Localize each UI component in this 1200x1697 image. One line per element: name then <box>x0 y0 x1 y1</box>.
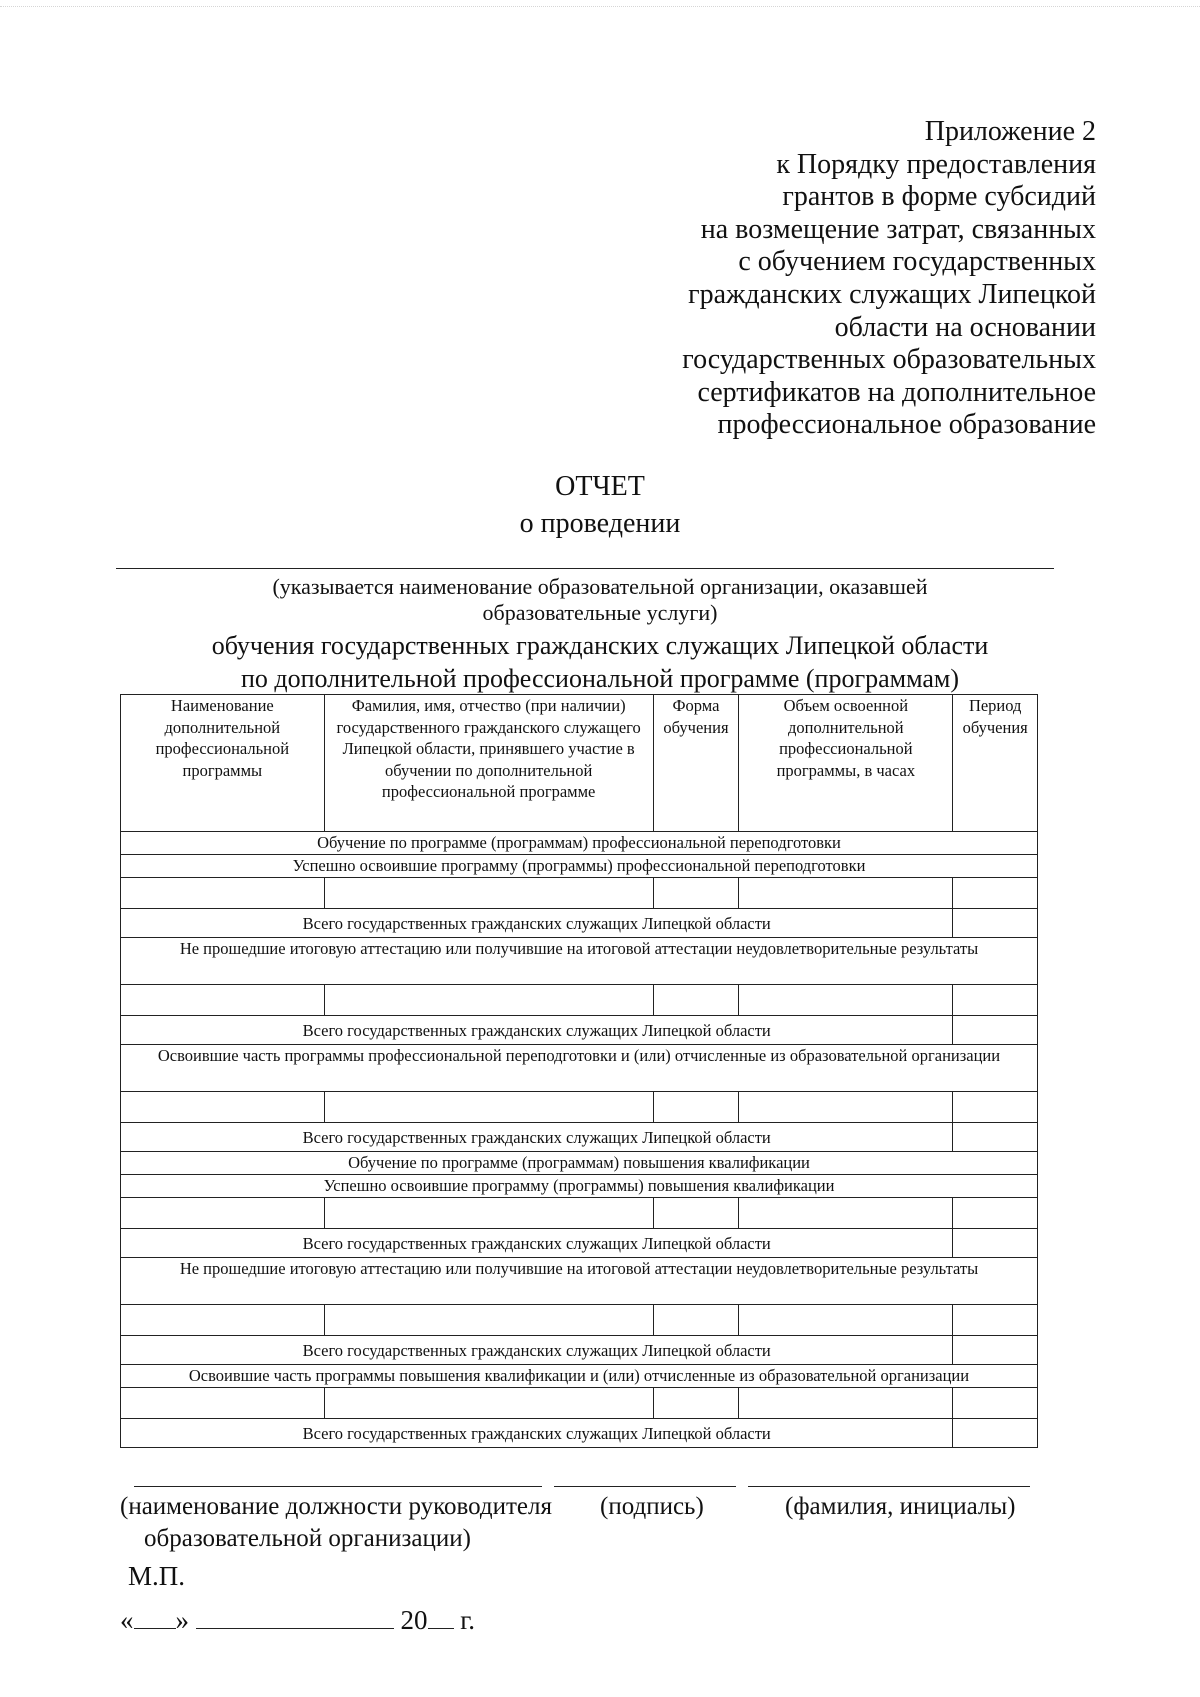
section-qualification-partial: Освоившие часть программы повышения квалификации и (или) отчисленные из образовательной организации <box>121 1365 1038 1388</box>
table-cell[interactable] <box>653 1092 739 1123</box>
section-retraining-success: Успешно освоившие программу (программы) профессиональной переподготовки <box>121 855 1038 878</box>
table-cell[interactable] <box>739 1092 953 1123</box>
table-cell[interactable] <box>739 1388 953 1419</box>
position-signature-line[interactable] <box>134 1486 542 1487</box>
signature-caption: (подпись) <box>600 1493 704 1520</box>
total-label: Всего государственных гражданских служащих Липецкой области <box>121 909 953 938</box>
report-subject <box>100 629 1100 695</box>
report-title: ОТЧЕТ <box>555 471 645 502</box>
section-row <box>121 832 1038 855</box>
appendix-line: на возмещение затрат, связанных <box>700 213 1096 245</box>
table-cell[interactable] <box>324 985 653 1016</box>
total-row <box>121 1419 1038 1448</box>
table-cell[interactable] <box>653 1305 739 1336</box>
appendix-block <box>576 116 1096 442</box>
table-cell[interactable] <box>739 1305 953 1336</box>
scan-artifact <box>0 6 1200 10</box>
section-row <box>121 1258 1038 1305</box>
date-year-blank[interactable] <box>428 1604 454 1629</box>
total-value-cell[interactable] <box>953 1229 1038 1258</box>
fullname-caption: (фамилия, инициалы) <box>785 1493 1016 1520</box>
date-open-quote: « <box>120 1605 134 1635</box>
section-row <box>121 1152 1038 1175</box>
total-row <box>121 1016 1038 1045</box>
table-header-row <box>121 695 1038 832</box>
table-cell[interactable] <box>953 1198 1038 1229</box>
subject-line: обучения государственных гражданских служащих Липецкой области <box>211 631 989 660</box>
report-subtitle: о проведении <box>519 508 681 539</box>
total-value-cell[interactable] <box>953 909 1038 938</box>
table-cell[interactable] <box>324 1092 653 1123</box>
table-cell[interactable] <box>739 878 953 909</box>
table-cell[interactable] <box>653 985 739 1016</box>
position-caption-cont: образовательной организации) <box>144 1525 471 1552</box>
section-qualification: Обучение по программе (программам) повышения квалификации <box>121 1152 1038 1175</box>
table-cell[interactable] <box>324 1388 653 1419</box>
section-row <box>121 855 1038 878</box>
table-row <box>121 1388 1038 1419</box>
subject-line: по дополнительной профессиональной программе (программам) <box>240 664 960 693</box>
table-cell[interactable] <box>324 878 653 909</box>
table-cell[interactable] <box>121 1198 325 1229</box>
organization-note-line: (указывается наименование образовательной организации, оказавшей <box>272 574 928 599</box>
col-header-fullname: Фамилия, имя, отчество (при наличии) государственного гражданского служащего Липецкой области, принявшего участие в обучении по дополнительной профессиональной программе <box>324 695 653 832</box>
table-cell[interactable] <box>121 1305 325 1336</box>
col-header-period: Период обучения <box>953 695 1038 832</box>
appendix-line: грантов в форме субсидий <box>782 181 1096 213</box>
section-retraining-failed: Не прошедшие итоговую аттестацию или получившие на итоговой аттестации неудовлетворительные результаты <box>121 938 1038 985</box>
signature-line[interactable] <box>554 1486 736 1487</box>
date-day-blank[interactable] <box>134 1604 176 1629</box>
total-label: Всего государственных гражданских служащих Липецкой области <box>121 1016 953 1045</box>
appendix-line: к Порядку предоставления <box>776 148 1096 180</box>
table-cell[interactable] <box>653 1388 739 1419</box>
table-row <box>121 985 1038 1016</box>
table-cell[interactable] <box>739 985 953 1016</box>
table-row <box>121 1305 1038 1336</box>
section-row <box>121 1175 1038 1198</box>
table-cell[interactable] <box>121 878 325 909</box>
total-value-cell[interactable] <box>953 1016 1038 1045</box>
total-label: Всего государственных гражданских служащих Липецкой области <box>121 1336 953 1365</box>
appendix-line: профессиональное образование <box>717 409 1096 441</box>
table-cell[interactable] <box>121 1388 325 1419</box>
col-header-hours: Объем освоенной дополнительной профессиональной программы, в часах <box>739 695 953 832</box>
position-caption: (наименование должности руководителя <box>120 1493 552 1520</box>
col-header-form: Форма обучения <box>653 695 739 832</box>
table-cell[interactable] <box>121 985 325 1016</box>
col-header-program: Наименование дополнительной профессиональной программы <box>121 695 325 832</box>
appendix-line: сертификатов на дополнительное <box>697 376 1096 408</box>
appendix-line: государственных образовательных <box>682 344 1096 376</box>
total-row <box>121 1123 1038 1152</box>
stamp-placeholder: М.П. <box>128 1561 186 1591</box>
section-qualification-success: Успешно освоившие программу (программы) повышения квалификации <box>121 1175 1038 1198</box>
appendix-line: гражданских служащих Липецкой <box>688 278 1096 310</box>
total-label: Всего государственных гражданских служащих Липецкой области <box>121 1229 953 1258</box>
table-cell[interactable] <box>121 1092 325 1123</box>
section-retraining: Обучение по программе (программам) профессиональной переподготовки <box>121 832 1038 855</box>
section-qualification-failed: Не прошедшие итоговую аттестацию или получившие на итоговой аттестации неудовлетворительные результаты <box>121 1258 1038 1305</box>
table-row <box>121 1198 1038 1229</box>
fullname-signature-line[interactable] <box>748 1486 1030 1487</box>
organization-note <box>200 574 1000 626</box>
total-value-cell[interactable] <box>953 1336 1038 1365</box>
section-row <box>121 938 1038 985</box>
report-table <box>120 694 1038 1448</box>
date-close-quote: » <box>175 1605 189 1635</box>
date-month-blank[interactable] <box>196 1604 394 1629</box>
total-row <box>121 909 1038 938</box>
section-retraining-partial: Освоившие часть программы профессиональной переподготовки и (или) отчисленные из образовательной организации <box>121 1045 1038 1092</box>
section-row <box>121 1045 1038 1092</box>
table-cell[interactable] <box>653 1198 739 1229</box>
table-cell[interactable] <box>653 878 739 909</box>
appendix-line: с обучением государственных <box>738 246 1096 278</box>
total-value-cell[interactable] <box>953 1123 1038 1152</box>
appendix-line: области на основании <box>834 311 1096 343</box>
total-row <box>121 1336 1038 1365</box>
table-cell[interactable] <box>324 1305 653 1336</box>
table-cell[interactable] <box>324 1198 653 1229</box>
total-label: Всего государственных гражданских служащих Липецкой области <box>121 1123 953 1152</box>
total-row <box>121 1229 1038 1258</box>
total-label: Всего государственных гражданских служащих Липецкой области <box>121 1419 953 1448</box>
table-cell[interactable] <box>953 985 1038 1016</box>
table-cell[interactable] <box>953 1092 1038 1123</box>
organization-name-line <box>116 568 1054 569</box>
date-year-prefix: 20 <box>400 1605 428 1635</box>
table-row <box>121 878 1038 909</box>
section-row <box>121 1365 1038 1388</box>
table-cell[interactable] <box>739 1198 953 1229</box>
table-row <box>121 1092 1038 1123</box>
date-line <box>120 1604 475 1636</box>
table-cell[interactable] <box>953 1388 1038 1419</box>
total-value-cell[interactable] <box>953 1419 1038 1448</box>
date-year-suffix: г. <box>460 1605 476 1635</box>
table-cell[interactable] <box>953 878 1038 909</box>
appendix-line: Приложение 2 <box>924 116 1096 147</box>
table-cell[interactable] <box>953 1305 1038 1336</box>
organization-note-line: образовательные услуги) <box>482 600 718 625</box>
